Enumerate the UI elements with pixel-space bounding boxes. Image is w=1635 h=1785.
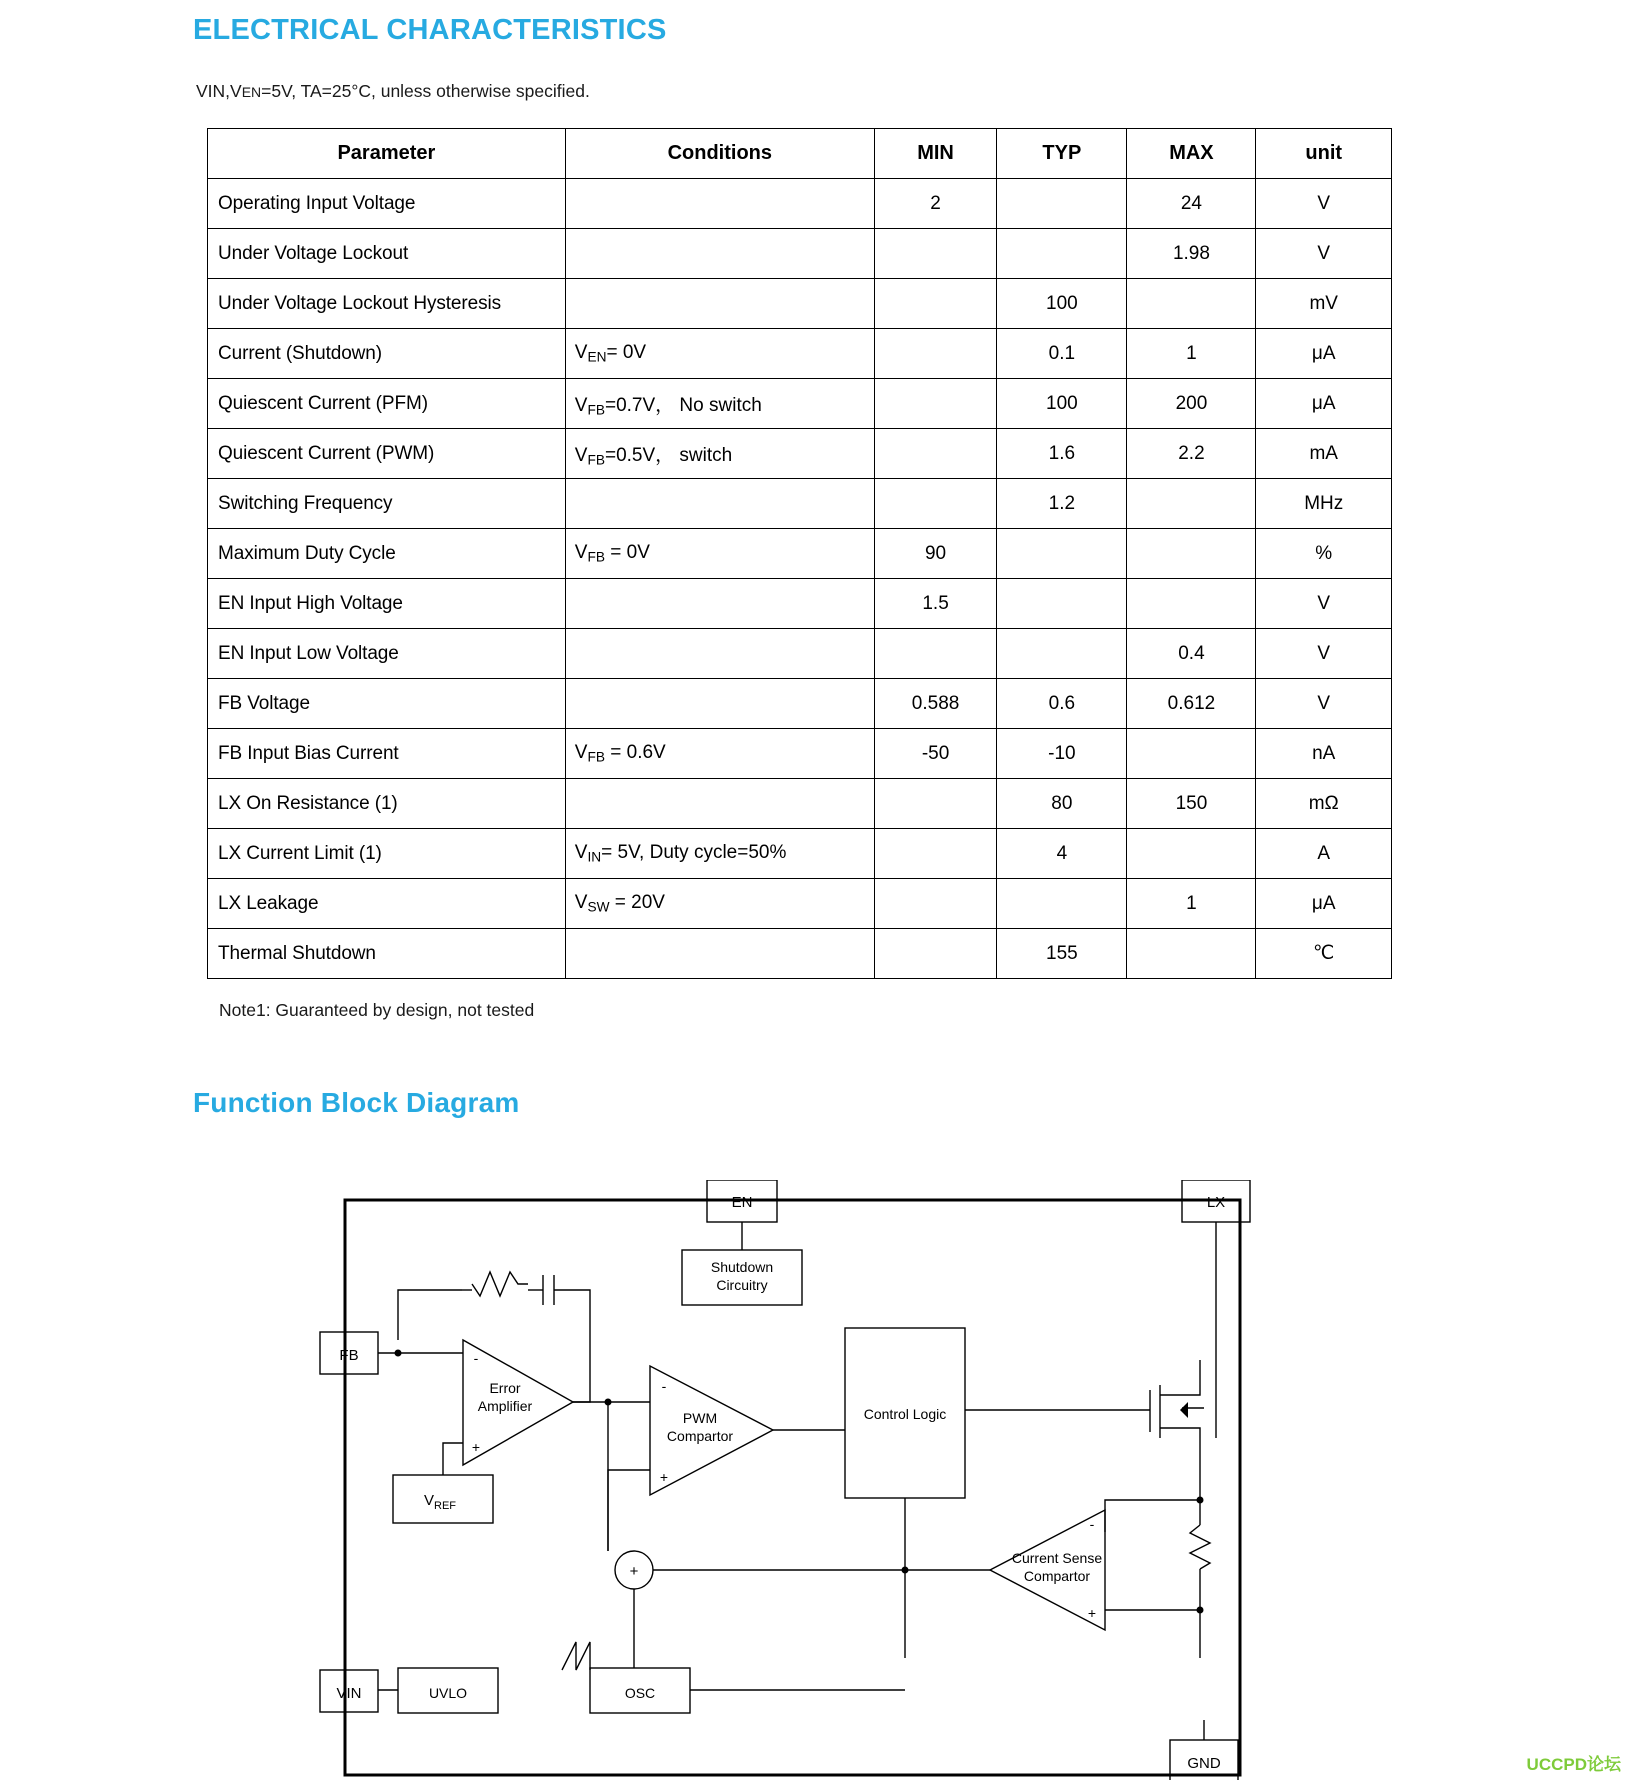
cell-parameter: EN Input High Voltage: [208, 579, 566, 629]
pwm-plus-sign: +: [659, 1469, 669, 1485]
cell-max: [1127, 529, 1256, 579]
cell-conditions: $V_{EN}= 0V$: [565, 329, 874, 379]
cell-max: [1127, 479, 1256, 529]
cell-min: [874, 279, 997, 329]
table-row: [208, 579, 1392, 629]
cell-conditions: [565, 229, 874, 279]
cell-parameter: Current (Shutdown): [208, 329, 566, 379]
cell-typ: 100: [997, 379, 1127, 429]
table-row: [208, 679, 1392, 729]
page-title-electrical-characteristics: ELECTRICAL CHARACTERISTICS: [193, 14, 667, 46]
cell-typ: 0.6: [997, 679, 1127, 729]
cell-parameter: LX On Resistance (1): [208, 779, 566, 829]
cs-minus-sign: -: [1089, 1516, 1095, 1532]
cell-typ: -10: [997, 729, 1127, 779]
cell-parameter: Operating Input Voltage: [208, 179, 566, 229]
cell-conditions: [565, 279, 874, 329]
cell-unit: μA: [1256, 379, 1392, 429]
pwm-minus-sign: -: [661, 1378, 667, 1394]
cell-unit: V: [1256, 579, 1392, 629]
cell-min: [874, 929, 997, 979]
cell-min: 2: [874, 179, 997, 229]
cell-min: 90: [874, 529, 997, 579]
block-label-current-sense-2: Compartor: [1023, 1568, 1091, 1584]
cell-conditions: [565, 479, 874, 529]
pin-label-lx: LX: [1206, 1194, 1226, 1211]
cell-typ: 155: [997, 929, 1127, 979]
cell-max: 0.612: [1127, 679, 1256, 729]
cell-conditions: $V_{IN}= 5V$, Duty cycle=50%: [565, 829, 874, 879]
block-label-shutdown-1: Shutdown: [710, 1259, 774, 1275]
cell-max: [1127, 929, 1256, 979]
cs-plus-sign: +: [1087, 1605, 1097, 1621]
table-row: [208, 229, 1392, 279]
table-row: [208, 829, 1392, 879]
block-label-current-sense-1: Current Sense: [1011, 1550, 1103, 1566]
cell-unit: A: [1256, 829, 1392, 879]
cell-unit: mV: [1256, 279, 1392, 329]
block-label-uvlo: UVLO: [428, 1685, 468, 1701]
cell-typ: 80: [997, 779, 1127, 829]
cell-typ: [997, 229, 1127, 279]
pin-label-en: EN: [731, 1194, 753, 1211]
cell-min: [874, 229, 997, 279]
block-label-control-logic: Control Logic: [863, 1406, 947, 1422]
cell-parameter: Switching Frequency: [208, 479, 566, 529]
block-label-pwm-2: Compartor: [666, 1428, 734, 1444]
cell-max: [1127, 729, 1256, 779]
table-row: [208, 529, 1392, 579]
test-conditions-line: [196, 81, 590, 102]
page-title-function-block-diagram: Function Block Diagram: [193, 1087, 520, 1118]
cell-min: [874, 329, 997, 379]
pin-label-fb: FB: [339, 1347, 359, 1364]
cell-conditions: [565, 779, 874, 829]
cell-conditions: $V_{FB}=0.5V$， switch: [565, 429, 874, 479]
block-label-osc: OSC: [624, 1685, 656, 1701]
cell-min: [874, 479, 997, 529]
table-row: [208, 879, 1392, 929]
conditions-rest: =5V, TA=25°C, unless otherwise specified.: [261, 81, 590, 101]
cell-parameter: LX Current Limit (1): [208, 829, 566, 879]
cell-parameter: Quiescent Current (PFM): [208, 379, 566, 429]
cell-max: 1: [1127, 329, 1256, 379]
block-label-pwm-1: PWM: [682, 1410, 718, 1426]
cell-min: [874, 429, 997, 479]
cell-typ: [997, 179, 1127, 229]
cell-typ: 1.6: [997, 429, 1127, 479]
erramp-plus-sign: +: [471, 1439, 481, 1455]
table-row: [208, 379, 1392, 429]
cell-conditions: $V_{FB} = 0.6V$: [565, 729, 874, 779]
column-header-parameter: Parameter: [208, 129, 566, 179]
cell-max: 24: [1127, 179, 1256, 229]
cell-conditions: $V_{FB}=0.7V$， No switch: [565, 379, 874, 429]
cell-max: 1: [1127, 879, 1256, 929]
column-header-unit: unit: [1256, 129, 1392, 179]
block-label-error-amplifier-2: Amplifier: [477, 1398, 533, 1414]
cell-parameter: Maximum Duty Cycle: [208, 529, 566, 579]
pin-label-vin: VIN: [336, 1685, 362, 1702]
cell-min: [874, 629, 997, 679]
cell-min: [874, 879, 997, 929]
cell-unit: μA: [1256, 329, 1392, 379]
block-label-error-amplifier-1: Error: [489, 1380, 521, 1396]
cell-min: 0.588: [874, 679, 997, 729]
table-row: [208, 329, 1392, 379]
cell-unit: V: [1256, 629, 1392, 679]
column-header-typ: TYP: [997, 129, 1127, 179]
cell-parameter: Under Voltage Lockout: [208, 229, 566, 279]
conditions-subscript: EN: [241, 84, 262, 100]
cell-max: 150: [1127, 779, 1256, 829]
watermark: UCCPD论坛: [1526, 1755, 1621, 1774]
cell-unit: ℃: [1256, 929, 1392, 979]
summing-node-plus: +: [629, 1563, 639, 1580]
cell-min: 1.5: [874, 579, 997, 629]
cell-max: 200: [1127, 379, 1256, 429]
cell-parameter: FB Input Bias Current: [208, 729, 566, 779]
cell-conditions: [565, 629, 874, 679]
column-header-conditions: Conditions: [565, 129, 874, 179]
cell-conditions: [565, 679, 874, 729]
cell-conditions: [565, 179, 874, 229]
cell-unit: nA: [1256, 729, 1392, 779]
cell-parameter: LX Leakage: [208, 879, 566, 929]
function-block-diagram: [0, 1180, 1635, 1780]
block-label-vref: $V_{REF}$: [423, 1492, 457, 1512]
cell-min: [874, 829, 997, 879]
table-row: [208, 779, 1392, 829]
column-header-min: MIN: [874, 129, 997, 179]
cell-typ: [997, 629, 1127, 679]
cell-max: [1127, 579, 1256, 629]
cell-typ: [997, 879, 1127, 929]
block-diagram-svg: [0, 1180, 1635, 1780]
column-header-max: MAX: [1127, 129, 1256, 179]
table-header-row: [208, 129, 1392, 179]
cell-unit: mA: [1256, 429, 1392, 479]
cell-typ: 100: [997, 279, 1127, 329]
cell-unit: V: [1256, 179, 1392, 229]
cell-max: 1.98: [1127, 229, 1256, 279]
table-row: [208, 629, 1392, 679]
table-row: [208, 929, 1392, 979]
cell-max: 2.2: [1127, 429, 1256, 479]
conditions-prefix: VIN,V: [196, 81, 242, 101]
table-row: [208, 729, 1392, 779]
cell-unit: mΩ: [1256, 779, 1392, 829]
block-label-shutdown-2: Circuitry: [716, 1277, 768, 1293]
cell-parameter: EN Input Low Voltage: [208, 629, 566, 679]
erramp-minus-sign: -: [473, 1350, 479, 1366]
table-row: [208, 479, 1392, 529]
cell-typ: 0.1: [997, 329, 1127, 379]
electrical-characteristics-table: [207, 128, 1392, 979]
cell-conditions: [565, 929, 874, 979]
cell-min: -50: [874, 729, 997, 779]
table-row: [208, 179, 1392, 229]
pin-label-gnd: GND: [1187, 1755, 1221, 1772]
cell-unit: μA: [1256, 879, 1392, 929]
cell-min: [874, 379, 997, 429]
cell-unit: MHz: [1256, 479, 1392, 529]
cell-typ: 1.2: [997, 479, 1127, 529]
cell-unit: V: [1256, 679, 1392, 729]
table-note: Note1: Guaranteed by design, not tested: [219, 1000, 535, 1020]
cell-max: [1127, 829, 1256, 879]
cell-typ: [997, 529, 1127, 579]
cell-parameter: Quiescent Current (PWM): [208, 429, 566, 479]
table-row: [208, 429, 1392, 479]
cell-parameter: FB Voltage: [208, 679, 566, 729]
cell-typ: [997, 579, 1127, 629]
cell-min: [874, 779, 997, 829]
table-body: [208, 179, 1392, 979]
cell-conditions: $V_{FB} = 0V$: [565, 529, 874, 579]
cell-max: 0.4: [1127, 629, 1256, 679]
cell-conditions: $V_{SW} = 20V$: [565, 879, 874, 929]
cell-max: [1127, 279, 1256, 329]
table-row: [208, 279, 1392, 329]
cell-parameter: Thermal Shutdown: [208, 929, 566, 979]
cell-parameter: Under Voltage Lockout Hysteresis: [208, 279, 566, 329]
cell-typ: 4: [997, 829, 1127, 879]
cell-unit: %: [1256, 529, 1392, 579]
cell-conditions: [565, 579, 874, 629]
cell-unit: V: [1256, 229, 1392, 279]
